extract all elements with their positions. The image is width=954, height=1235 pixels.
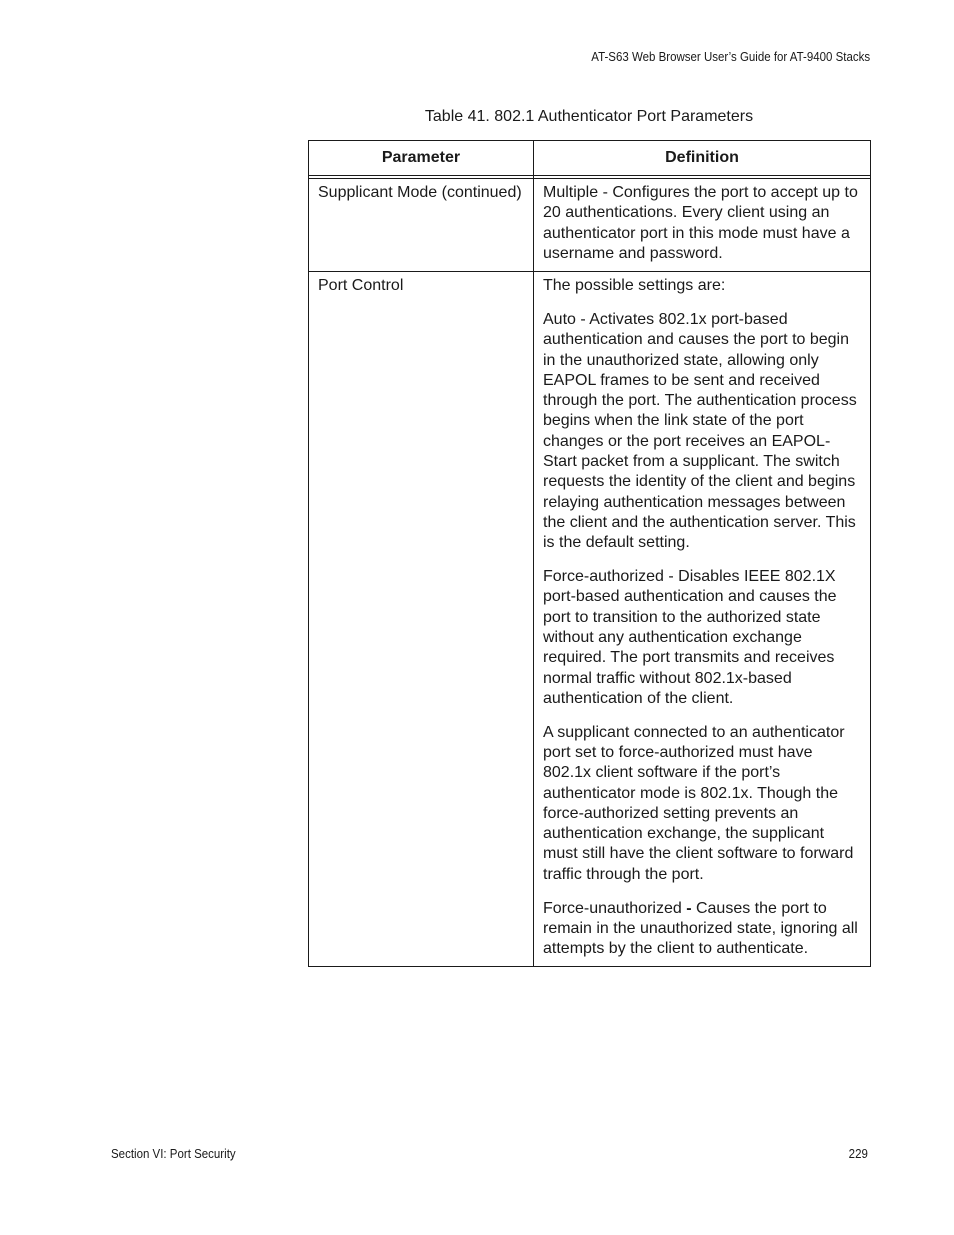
definition-cell: [534, 272, 871, 967]
parameters-table: [308, 140, 871, 967]
definition-paragraph: Multiple - Configures the port to accept up to 20 authentications. Every client using an authenticator port in this mode must have a username and password.: [543, 184, 858, 262]
column-header-definition: Definition: [534, 141, 871, 176]
force-unauthorized-text: Causes the port to remain in the unauthorized state, ignoring all attempts by the client to authenticate.: [543, 899, 858, 958]
column-header-parameter: Parameter: [309, 141, 534, 176]
parameter-name: Port Control: [318, 277, 404, 295]
running-header: AT-S63 Web Browser User’s Guide for AT-9400 Stacks: [591, 50, 870, 64]
definition-paragraph: The possible settings are:: [543, 277, 726, 295]
table-caption: Table 41. 802.1 Authenticator Port Parameters: [424, 108, 754, 125]
definition-paragraph: [543, 899, 861, 960]
parameter-name: Supplicant Mode (continued): [318, 184, 522, 201]
definition-paragraph: Auto - Activates 802.1x port-based authentication and causes the port to begin in the unauthorized state, allowing only EAPOL frames to be sent and received through the port. The authentication process begins when the link state of the port changes or the port receives an EAPOL-Start packet from a supplicant. The switch requests the identity of the client and begins relaying authentication messages between the client and the authentication server. This is the default setting.: [543, 310, 857, 552]
table-header-row: [309, 141, 871, 176]
parameter-cell: [309, 179, 534, 272]
parameter-cell: [309, 272, 534, 967]
footer-page-number: 229: [848, 1147, 868, 1161]
term-dash: -: [681, 899, 696, 917]
definition-paragraph: A supplicant connected to an authenticator port set to force-authorized must have 802.1x client software if the port’s authenticator mode is 802.1x. Though the force-authorized setting prevents an authentication exchange, the supplicant must still have the client software to forward traffic through the port.: [543, 723, 854, 883]
table-row: [309, 272, 871, 967]
footer-section: Section VI: Port Security: [111, 1147, 236, 1161]
definition-paragraph: Force-authorized - Disables IEEE 802.1X port-based authentication and causes the port to transition to the authorized state without any authentication exchange required. The port transmits and receives normal traffic without 802.1x-based authentication of the client.: [543, 568, 837, 707]
force-unauthorized-term: Force-unauthorized: [543, 899, 682, 917]
table-row: [309, 179, 871, 272]
definition-cell: [534, 179, 871, 272]
